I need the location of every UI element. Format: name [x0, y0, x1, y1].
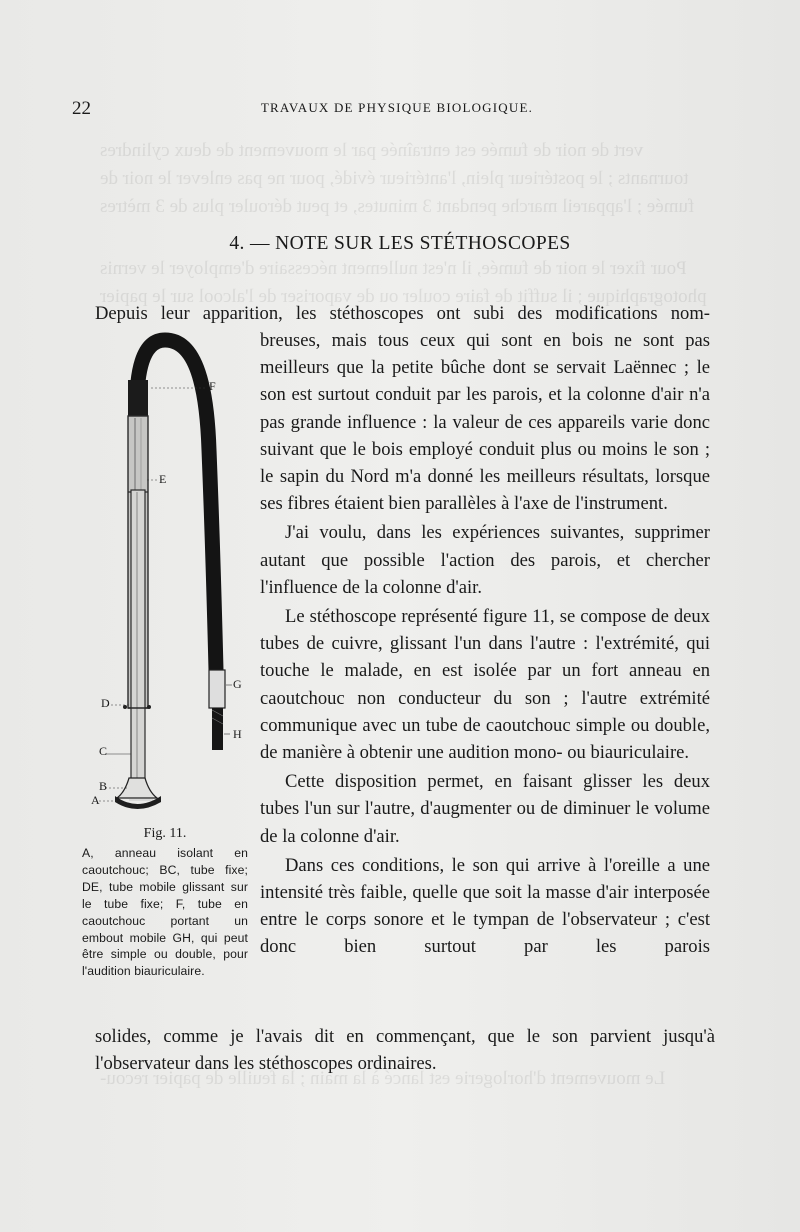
figure-number: Fig. 11. — [143, 826, 187, 841]
figure-label-d: D — [101, 696, 110, 710]
show-through-text: tournants ; le postérieur plein, l'antérieur évidé, pour ne pas enlever le noir de — [100, 168, 689, 189]
running-title: TRAVAUX DE PHYSIQUE BIOLOGIQUE. — [260, 100, 534, 115]
figure-label-e: E — [159, 472, 167, 486]
figure-11 — [85, 330, 260, 820]
paragraph-4: Cette disposition permet, en faisant glisser les deux tubes l'un sur l'autre, d'augmenter ou de diminuer le volume de la colonne d'air. — [260, 771, 710, 847]
page-header — [72, 98, 722, 122]
paragraph-3: Le stéthoscope représenté figure 11, se compose de deux tubes de cuivre, glissant l'un dans l'autre : l'extrémité, qui touche le malade, en est isolée par un fort anneau en caoutchouc non conducteur du son ; l'autre extrémité communique avec un tube de caoutchouc simple ou double, de manière à obtenir une audition mono- ou biauriculaire. — [260, 606, 710, 764]
paragraph-5-end: solides, comme je l'avais dit en commençant, que le son parvient jusqu'à l'observateur dans les stéthoscopes ordinaires. — [95, 1026, 715, 1075]
paragraph-2: J'ai voulu, dans les expériences suivantes, supprimer autant que possible l'action des parois, et chercher l'influence de la colonne d'air. — [260, 522, 710, 598]
paragraph-5-start: Dans ces conditions, le son qui arrive à l'oreille a une intensité très faible, quelle que soit la masse d'air interposée entre le corps sonore et le tympan de l'observateur ; c'est donc bien surtout par les parois — [260, 854, 710, 958]
figure-label-c: C — [99, 744, 108, 758]
paragraph-1: breuses, mais tous ceux qui sont en bois ne sont pas meilleurs que la petite bûche dont se servait Laënnec ; le son est surtout conduit par les parois, et la colonne d'air n'a pas grande influence : la valeur de ces appareils varie donc suivant que le bois employé conduit plus ou moins le son ; le sapin du Nord m'a donné les meilleurs résultats, lorsque ses fibres étaient bien parallèles à l'axe de l'instrument. — [260, 330, 710, 515]
show-through-text: Pour fixer le noir de fumée, il n'est nullement nécessaire d'employer le vernis — [100, 258, 687, 279]
figure-label-f: F — [209, 379, 216, 393]
earpiece-h — [212, 708, 223, 750]
show-through-text: vert de noir de fumée est entraînée par le mouvement de deux cylindres — [100, 140, 644, 161]
earpiece-g — [209, 670, 225, 708]
stethoscope-illustration — [85, 330, 260, 820]
show-through-text: Le mouvement d'horlogerie est lancé à la main ; la feuille de papier recou- — [100, 1068, 666, 1089]
figure-label-b: B — [99, 779, 108, 793]
page-number: 22 — [72, 98, 91, 119]
figure-label-h: H — [233, 727, 242, 741]
figure-caption: A, anneau isolant en caoutchouc; BC, tube fixe; DE, tube mobile glissant sur le tube fixe; F, tube en caoutchouc portant un embout mobile GH, qui peut être simple ou double, pour l'audition biauriculaire. — [82, 846, 248, 979]
figure-label-a: A — [91, 793, 100, 807]
right-column-text — [260, 327, 710, 961]
section-title: 4. — NOTE SUR LES STÉTHOSCOPES — [229, 233, 571, 254]
show-through-text: photographique ; il suffit de faire couler ou de vaporiser de l'alcool sur le papier — [100, 286, 707, 307]
tube-joint — [128, 380, 148, 418]
figure-label-g: G — [233, 677, 242, 691]
opening-line: Depuis leur apparition, les stéthoscopes ont subi des modifications nom- — [95, 303, 710, 324]
fixed-tube-bc — [131, 490, 145, 780]
show-through-text: fumée ; l'appareil marche pendant 3 minutes, et peut dérouler plus de 3 mètres — [100, 196, 695, 217]
